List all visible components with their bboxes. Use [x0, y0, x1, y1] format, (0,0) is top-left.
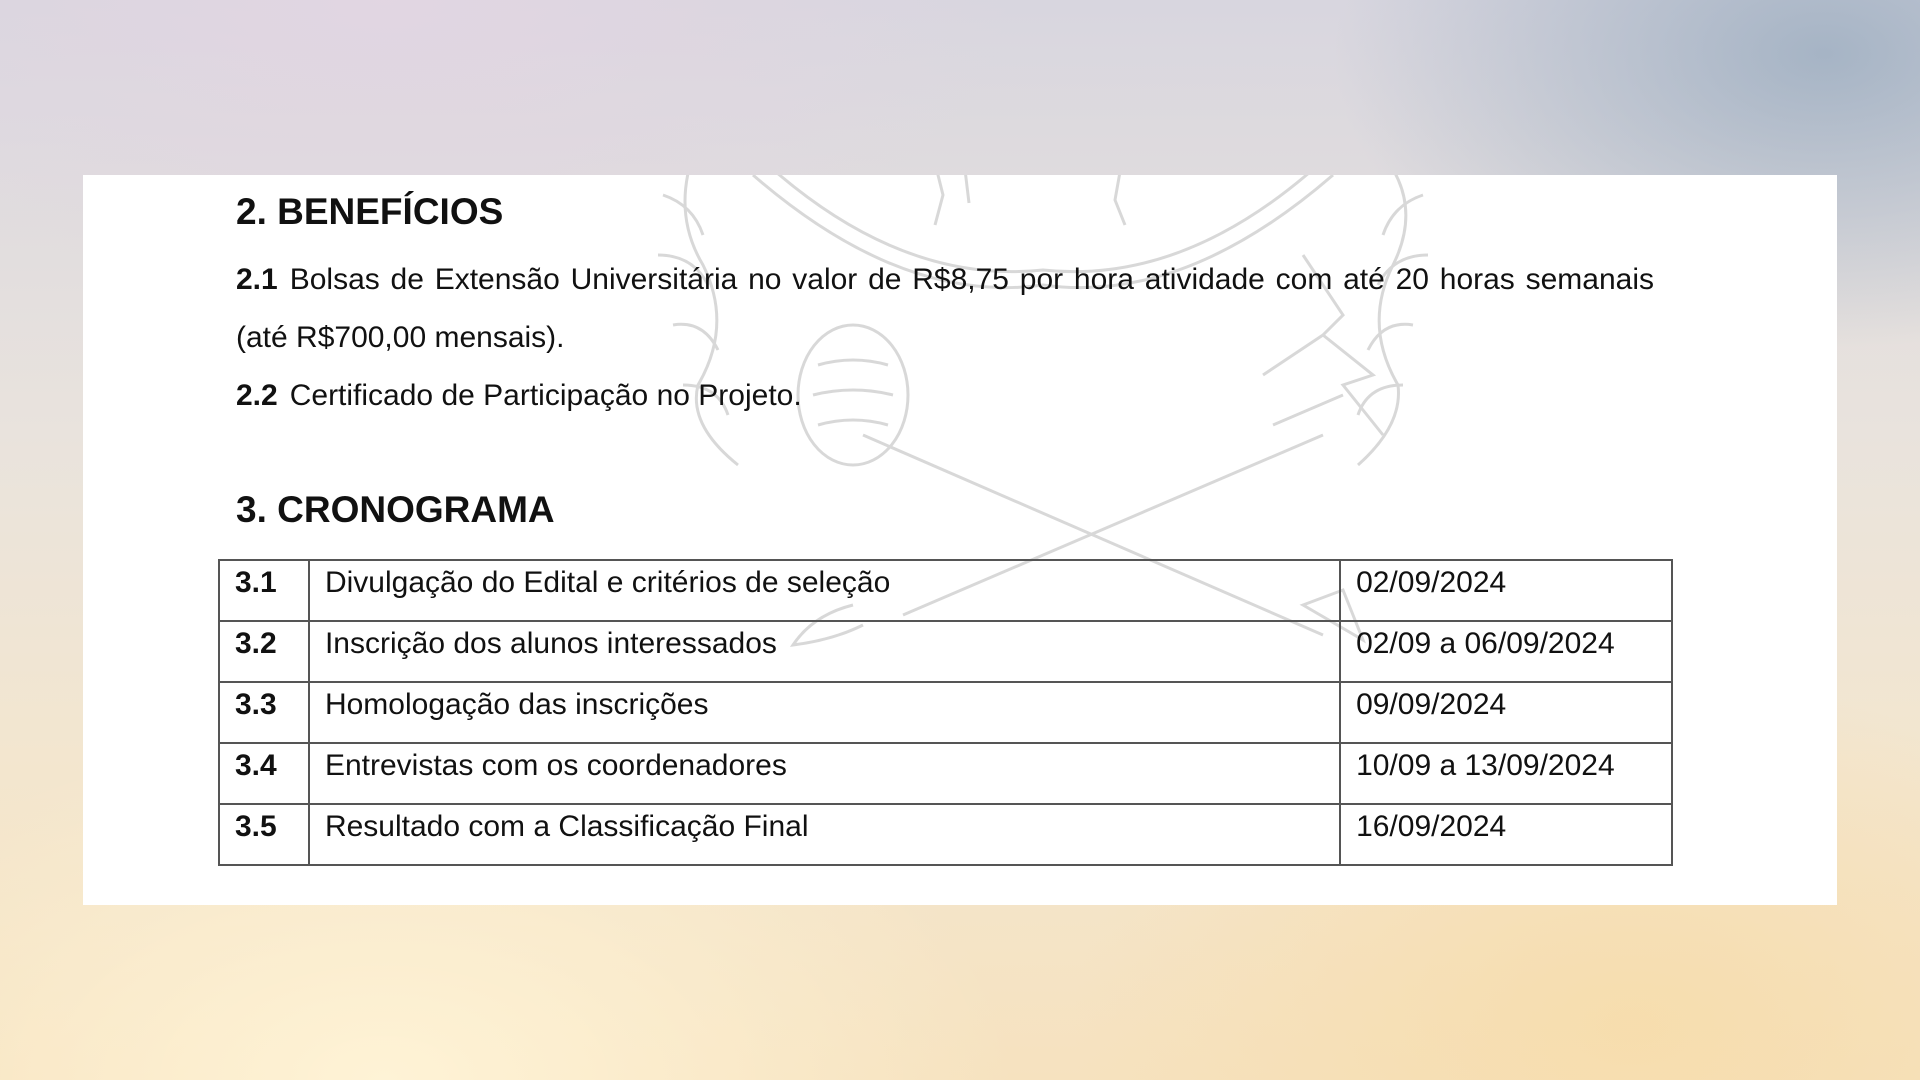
- row-date: 09/09/2024: [1340, 682, 1672, 743]
- table-row: [219, 743, 1672, 804]
- row-description: Entrevistas com os coordenadores: [309, 743, 1340, 804]
- row-number: 3.4: [219, 743, 309, 804]
- benefit-item-2-1: [236, 251, 1654, 367]
- row-number: 3.1: [219, 560, 309, 621]
- schedule-table: [218, 559, 1673, 866]
- item-number: 2.1: [236, 263, 278, 296]
- row-description: Homologação das inscrições: [309, 682, 1340, 743]
- item-number: 2.2: [236, 379, 278, 412]
- row-date: 02/09 a 06/09/2024: [1340, 621, 1672, 682]
- row-date: 16/09/2024: [1340, 804, 1672, 865]
- document-page: [83, 175, 1837, 905]
- item-text: Certificado de Participação no Projeto.: [289, 379, 802, 412]
- table-row: [219, 560, 1672, 621]
- row-description: Resultado com a Classificação Final: [309, 804, 1340, 865]
- section-heading-cronograma: 3. CRONOGRAMA: [236, 489, 555, 530]
- row-number: 3.3: [219, 682, 309, 743]
- benefit-item-2-2: [236, 367, 802, 425]
- table-row: [219, 621, 1672, 682]
- row-date: 02/09/2024: [1340, 560, 1672, 621]
- row-date: 10/09 a 13/09/2024: [1340, 743, 1672, 804]
- table-row: [219, 682, 1672, 743]
- row-description: Inscrição dos alunos interessados: [309, 621, 1340, 682]
- table-row: [219, 804, 1672, 865]
- row-description: Divulgação do Edital e critérios de seleção: [309, 560, 1340, 621]
- section-heading-beneficios: 2. BENEFÍCIOS: [236, 191, 504, 232]
- row-number: 3.2: [219, 621, 309, 682]
- item-text: Bolsas de Extensão Universitária no valor de R$8,75 por hora atividade com até 20 horas semanais (até R$700,00 mensais).: [236, 263, 1654, 354]
- row-number: 3.5: [219, 804, 309, 865]
